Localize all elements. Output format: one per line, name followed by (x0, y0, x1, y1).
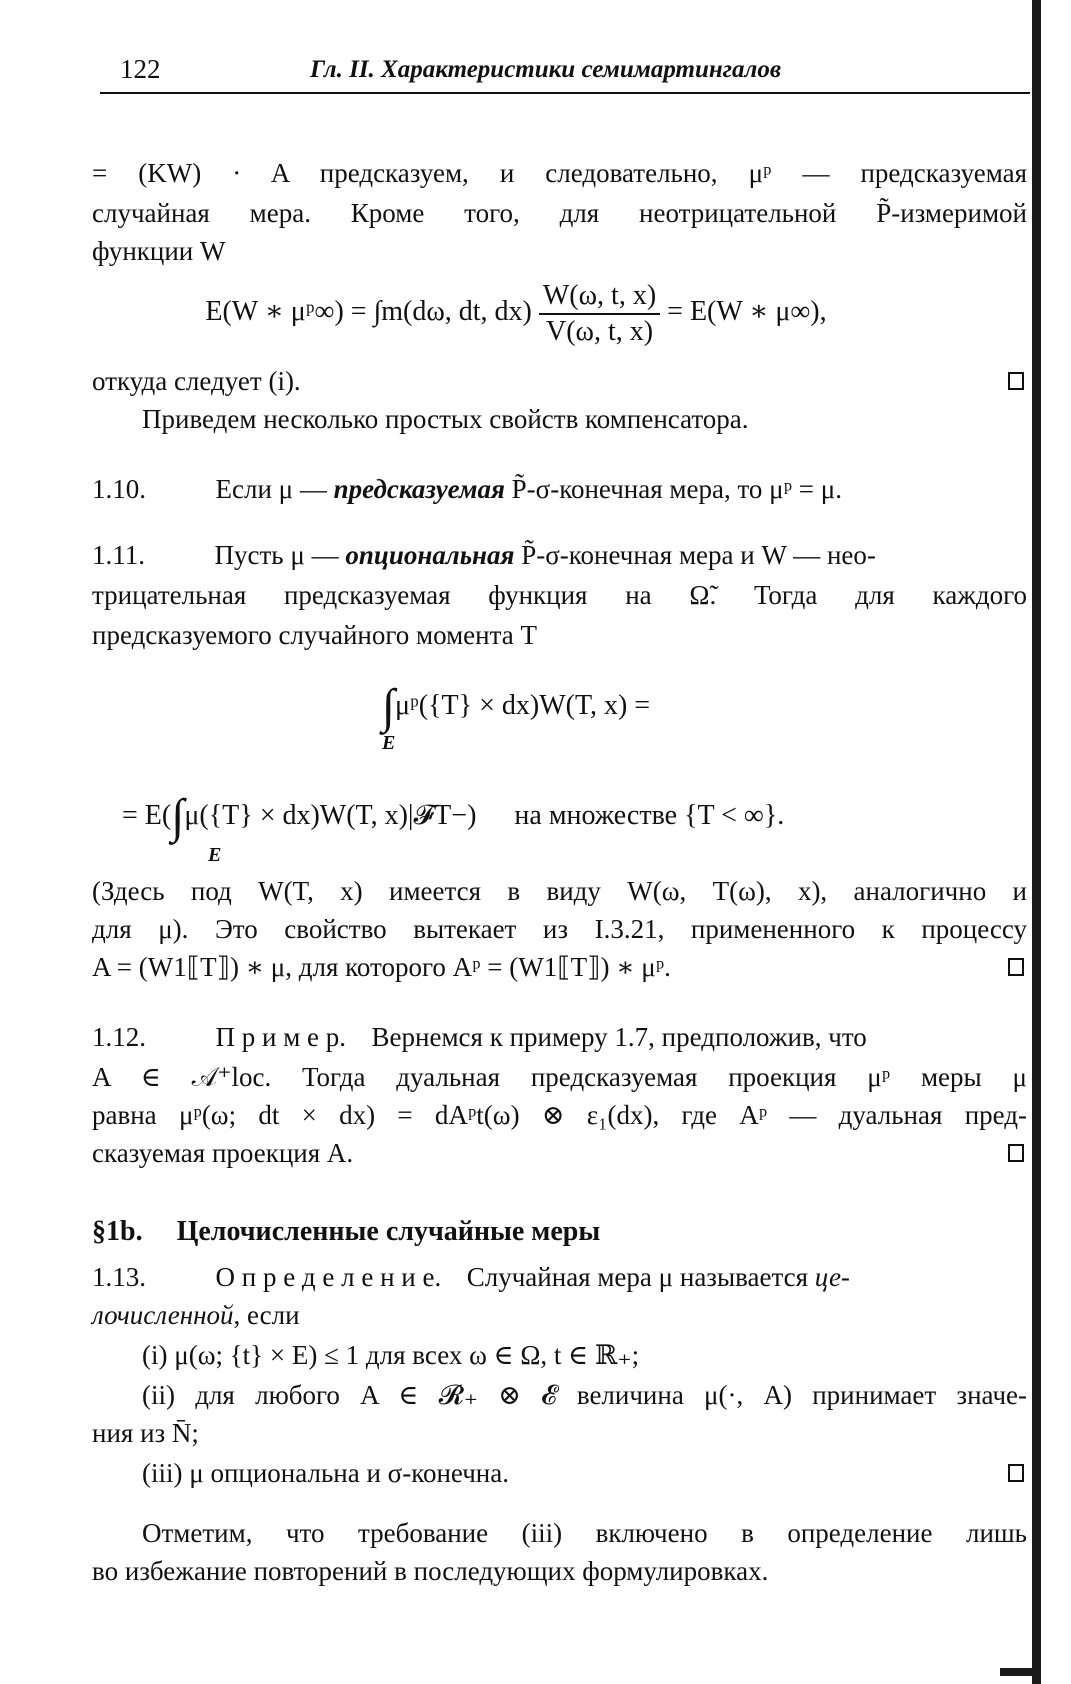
equation-1-rhs: = E(W ∗ μ∞), (667, 296, 827, 327)
equation-1-fraction (539, 279, 660, 349)
running-title: Гл. II. Характеристики семимартингалов (310, 56, 781, 83)
text-line: сказуемая проекция A. (92, 1138, 354, 1168)
statement-number: 1.13. (92, 1262, 146, 1292)
statement-text: Пусть μ — (214, 540, 346, 570)
text-line: Отметим, что требование (iii) включено в определение лишь (142, 1518, 1027, 1548)
statement-text: Вернемся к примеру 1.7, предположив, что (371, 1022, 867, 1052)
text-line: откуда следует (i). (92, 366, 301, 396)
statement-text: P̃-σ-конечная мера, то μᵖ = μ. (504, 474, 842, 504)
equation-2-line-2 (0, 786, 1032, 846)
list-item: (ii) для любого A ∈ 𝓡₊ ⊗ 𝓔 величина μ(·, A) принимает значе- (142, 1380, 1027, 1410)
text-line: Приведем несколько простых свойств компенсатора. (142, 404, 749, 434)
integral-subscript: E (382, 732, 396, 754)
qed-square (1008, 1464, 1024, 1482)
page-header (100, 52, 1030, 92)
list-item-continuation: ния из N̄; (92, 1418, 199, 1448)
equation-2-part-2a: = E( (122, 800, 172, 831)
list-item: (iii) μ опциональна и σ-конечна. (142, 1458, 509, 1488)
equation-2-part-2b: μ({T} × dx)W(T, x)|𝓕T−) (184, 800, 477, 831)
text-line: случайная мера. Кроме того, для неотрицательной P̃-измеримой (92, 198, 1027, 228)
equation-1-lhs: E(W ∗ μᵖ∞) = ∫m(dω, dt, dx) (205, 296, 532, 327)
text-line: равна μᵖ(ω; dt × dx) = dAᵖt(ω) ⊗ ε₁(dx), где Aᵖ — дуальная пред- (92, 1100, 1027, 1130)
equation-2-part-1: μᵖ({T} × dx)W(T, x) = (395, 690, 651, 721)
emphasis-text: це- (814, 1262, 850, 1292)
emphasis-text: предсказуемая (333, 474, 505, 504)
text-line: (Здесь под W(T, x) имеется в виду W(ω, T(ω), x), аналогично и (92, 876, 1027, 906)
equation-2-line-1 (0, 676, 1032, 736)
equation-2-part-2c: на множестве {T < ∞}. (514, 800, 785, 831)
fraction-denominator: V(ω, t, x) (545, 315, 654, 347)
list-item: (i) μ(ω; {t} × E) ≤ 1 для всех ω ∈ Ω, t ∈ ℝ₊; (142, 1340, 640, 1370)
statement-1-12 (92, 1020, 1027, 1054)
emphasis-text: опциональная (345, 540, 515, 570)
qed-square (1008, 958, 1024, 976)
text-line: трицательная предсказуемая функция на Ω̃. Тогда для каждого (92, 580, 1027, 610)
qed-square (1008, 1144, 1024, 1162)
statement-number: 1.12. (92, 1022, 146, 1052)
section-title: Целочисленные случайные меры (176, 1216, 601, 1247)
scan-edge-right (1032, 0, 1041, 1684)
page-number: 122 (120, 54, 161, 84)
scan-edge-bottom (1000, 1668, 1041, 1676)
text-line: предсказуемого случайного момента T (92, 620, 537, 650)
statement-text: Случайная мера μ называется (466, 1262, 815, 1292)
statement-1-10 (92, 472, 1027, 506)
text-line: A ∈ 𝒜⁺loc. Тогда дуальная предсказуемая проекция μᵖ меры μ (92, 1062, 1027, 1092)
text-line: A = (W1⟦T⟧) ∗ μ, для которого Aᵖ = (W1⟦T⟧) ∗ μᵖ. (92, 952, 671, 982)
integral-sign: ∫ (171, 790, 185, 843)
header-rule (100, 92, 1030, 94)
qed-square (1008, 372, 1024, 390)
text-line: = (KW) · A предсказуем, и следовательно, μᵖ — предсказуемая (92, 158, 1027, 188)
text-line: для μ). Это свойство вытекает из I.3.21, примененного к процессу (92, 914, 1027, 944)
section-heading (92, 1216, 600, 1248)
definition-1-13 (92, 1260, 1027, 1294)
statement-number: 1.10. (92, 474, 146, 504)
statement-heading: П р и м е р. (215, 1022, 347, 1052)
fraction-numerator: W(ω, t, x) (539, 279, 660, 315)
statement-heading: О п р е д е л е н и е. (215, 1262, 442, 1292)
text-line: функции W (92, 236, 226, 266)
text-line (92, 1298, 1027, 1332)
text-line: во избежание повторений в последующих формулировках. (92, 1556, 769, 1586)
statement-text: Если μ — (215, 474, 334, 504)
emphasis-text: лочисленной (92, 1300, 234, 1330)
equation-1 (0, 272, 1032, 352)
integral-sign: ∫ (381, 680, 396, 733)
integral-subscript: E (208, 844, 222, 866)
statement-text: P̃-σ-конечная мера и W — нео- (514, 540, 876, 570)
statement-number: 1.11. (92, 540, 145, 570)
statement-text: , если (233, 1300, 300, 1330)
statement-1-11 (92, 538, 1027, 572)
section-number: §1b. (92, 1216, 143, 1247)
